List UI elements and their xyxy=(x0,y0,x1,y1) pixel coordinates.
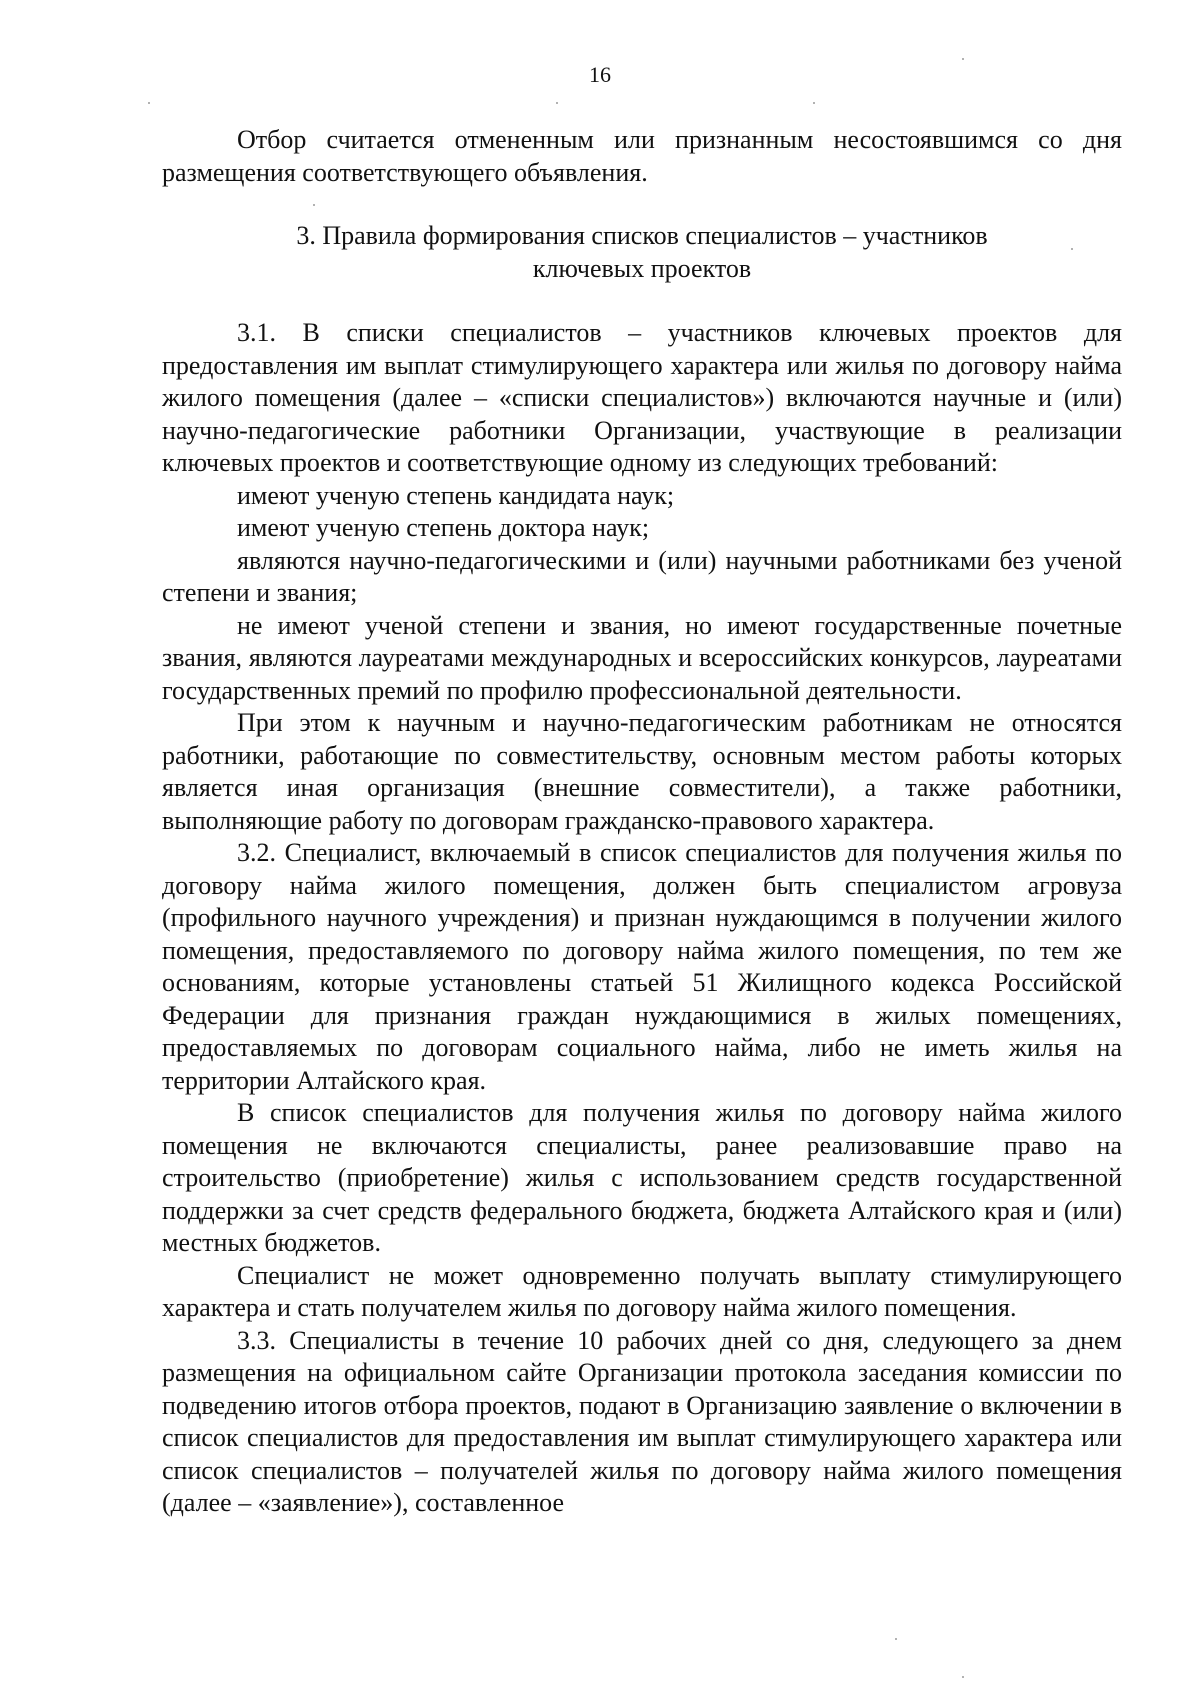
paragraph-exclusion: При этом к научным и научно-педагогическим работникам не относятся работники, работающие по совместительству, основным местом работы которых является иная организация (внешние совместители), а также работники, выполняющие работу по договорам гражданско-правового характера. xyxy=(162,708,1122,835)
requirement-candidate-degree: имеют ученую степень кандидата наук; xyxy=(237,480,675,510)
requirement-doctor-degree: имеют ученую степень доктора наук; xyxy=(237,513,650,542)
scan-speck xyxy=(1071,248,1073,250)
scan-speck xyxy=(148,102,150,104)
scan-speck xyxy=(962,58,964,60)
paragraph-3-3: 3.3. Специалисты в течение 10 рабочих дней со дня, следующего за днем размещения на официальном сайте Организации протокола заседания комиссии по подведению итогов отбора проектов, подают в Организацию заявление о включении в список специалистов для предоставления им выплат стимулирующего характера или список специалистов – получателей жилья по договору найма жилого помещения (далее – «заявление»), составленное xyxy=(162,1325,1122,1517)
document-body xyxy=(162,124,1122,1520)
intro-paragraph: Отбор считается отмененным или признанным несостоявшимся со дня размещения соответствующего объявления. xyxy=(162,125,1122,187)
section-heading-line-1: 3. Правила формирования списков специалистов – участников xyxy=(296,221,988,250)
paragraph-3-1: 3.1. В списки специалистов – участников ключевых проектов для предоставления им выплат стимулирующего характера или жилья по договору найма жилого помещения (далее – «списки специалистов») включаются научные и (или) научно-педагогические работники Организации, участвующие в реализации ключевых проектов и соответствующие одному из следующих требований: xyxy=(162,318,1122,477)
scan-speck xyxy=(556,102,558,104)
requirement-honorary-titles: не имеют ученой степени и звания, но имеют государственные почетные звания, являются лауреатами международных и всероссийских конкурсов, лауреатами государственных премий по профилю профессиональной деятельности. xyxy=(162,610,1122,705)
scan-speck xyxy=(895,1638,897,1640)
scan-speck xyxy=(313,204,315,206)
scan-speck xyxy=(813,102,815,104)
page-number: 16 xyxy=(589,62,611,87)
paragraph-housing-exclusion: В список специалистов для получения жилья по договору найма жилого помещения не включаются специалисты, ранее реализовавшие право на строительство (приобретение) жилья с использованием средств государственной поддержки за счет средств федерального бюджета, бюджета Алтайского края и (или) местных бюджетов. xyxy=(162,1098,1122,1257)
scan-speck xyxy=(962,1676,964,1678)
section-heading-line-2: ключевых проектов xyxy=(532,254,752,283)
requirement-no-degree: являются научно-педагогическими и (или) научными работниками без ученой степени и звания; xyxy=(162,545,1122,607)
paragraph-single-benefit: Специалист не может одновременно получать выплату стимулирующего характера и стать получателем жилья по договору найма жилого помещения. xyxy=(162,1260,1122,1322)
paragraph-3-2: 3.2. Специалист, включаемый в список специалистов для получения жилья по договору найма жилого помещения, должен быть специалистом агровуза (профильного научного учреждения) и признан нуждающимся в получении жилого помещения, предоставляемого по договору найма жилого помещения, по тем же основаниям, которые установлены статьей 51 Жилищного кодекса Российской Федерации для признания граждан нуждающимися в жилых помещениях, предоставляемых по договорам социального найма, либо не иметь жилья на территории Алтайского края. xyxy=(162,838,1122,1095)
section-heading xyxy=(162,219,1122,285)
